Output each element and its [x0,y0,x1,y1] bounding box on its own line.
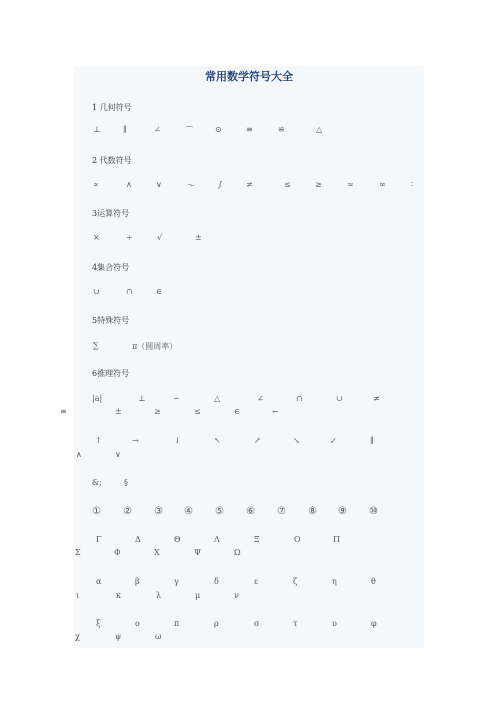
symbol: β [135,577,140,586]
symbol: ∪ [93,287,100,296]
symbol: × [93,233,100,242]
section-heading-special: 5特殊符号 [92,316,130,325]
symbol: σ [254,619,260,628]
symbol: ≡ [246,125,253,134]
symbol: Ξ [254,535,260,544]
symbol: ν [234,591,239,600]
symbol: λ [156,591,162,600]
symbol-row [74,394,424,408]
symbol-row [74,577,424,591]
symbol: ÷ [126,233,133,242]
symbol: ≌ [278,125,285,134]
symbol: ≤ [194,407,201,416]
symbol: ⑤ [215,506,224,517]
symbol: ↘ [293,436,300,445]
symbol: ⑥ [246,506,255,517]
symbol-row [74,450,424,464]
document-page [60,66,424,648]
symbol: ≠ [373,394,380,403]
symbol-row [74,632,424,646]
symbol: ∨ [156,180,162,189]
symbol: |a| [92,394,103,403]
symbol-row-special [74,341,424,355]
symbol: Λ [214,535,220,544]
symbol: △ [214,394,221,403]
symbol: ∞ [379,180,386,189]
symbol: θ [371,577,376,586]
symbol-row [74,548,424,562]
symbol: ω [155,632,162,641]
symbol: Ω [234,548,241,557]
symbol-row [74,619,424,633]
symbol: ∨ [115,450,121,459]
symbol: ② [123,506,132,517]
symbol: Δ [135,535,141,544]
symbol: ↖ [214,436,221,445]
symbol: √ [157,233,163,242]
symbol: ↓ [174,436,181,445]
symbol: α [96,577,102,586]
symbol: ∥ [123,125,127,134]
symbol: Χ [154,548,160,557]
symbol: ⑧ [308,506,317,517]
symbol: ∠ [257,394,264,403]
symbol: ≈ [347,180,354,189]
symbol: ⊥ [93,125,101,134]
symbol: γ [174,577,179,586]
symbol: ο [135,619,140,628]
symbol: ③ [154,506,163,517]
symbol: ∫ [218,180,223,189]
symbol-row-operations [74,233,424,247]
symbol: ≥ [154,407,161,416]
section-heading-geometry: 1 几何符号 [92,103,132,112]
symbol: ① [92,506,101,517]
symbol: Γ [96,535,102,544]
symbol: ∠ [154,125,161,134]
symbol: κ [116,591,121,600]
symbol: ψ [115,632,122,641]
symbol: ⊙ [215,125,222,134]
symbol: υ [332,619,337,628]
symbol: &; [92,478,102,487]
symbol: ⌒ [185,126,193,135]
symbol: ↑ [95,436,102,445]
symbol: ∈ [234,407,240,416]
symbol: ∧ [126,180,132,189]
symbol-row [74,436,424,450]
symbol: ∩ [296,394,303,403]
symbol: ± [195,233,202,242]
symbol: Π [333,535,340,544]
symbol: ≤ [284,180,291,189]
symbol: ∽ [173,394,180,403]
symbol: η [332,577,337,586]
symbol: ④ [184,506,193,517]
symbol: ∪ [336,394,343,403]
symbol: → [132,436,139,445]
symbol: ∈ [156,287,162,296]
symbol-row [74,535,424,549]
symbol: ⑦ [277,506,286,517]
symbol: ρ [214,619,219,628]
symbol: φ [371,619,377,628]
symbol: ∩ [126,287,133,296]
symbol-row-geometry [74,125,424,139]
symbol: ε [254,577,259,586]
section-heading-operations: 3运算符号 [92,209,130,218]
symbol-row [74,506,424,520]
section-heading-reasoning: 6推理符号 [92,369,130,378]
symbol: ξ [96,619,101,628]
symbol: ⑩ [369,506,378,517]
symbol: ⑨ [338,506,347,517]
symbol: ～ [187,181,195,190]
symbol: ⊥ [138,394,146,403]
symbol-row [74,478,424,492]
symbol: ≠ [246,180,253,189]
symbol-row-sets [74,287,424,301]
symbol: Σ [75,548,81,557]
symbol: δ [214,577,219,586]
symbol-row-algebra [74,180,424,194]
symbol: ι [76,591,80,600]
symbol: Φ [114,548,121,557]
symbol: χ [75,632,80,641]
symbol: π（圆周率） [132,342,178,351]
section-heading-algebra: 2 代数符号 [92,156,132,165]
symbol: ∥ [370,436,374,445]
symbol: ∶ [411,180,414,189]
symbol: ∑ [93,341,99,350]
symbol: ≥ [315,180,322,189]
symbol: ≡ [60,407,67,416]
symbol: μ [195,591,201,600]
symbol: ∝ [93,180,99,189]
symbol: Ψ [194,548,202,557]
symbol: § [124,478,128,487]
symbol: τ [293,619,298,628]
symbol-row [60,407,424,421]
symbol: ζ [293,577,298,586]
symbol: π [174,619,180,628]
section-heading-sets: 4集合符号 [92,263,130,272]
page-title: 常用数学符号大全 [205,70,293,83]
symbol: ∧ [76,450,82,459]
symbol: Θ [174,535,181,544]
symbol: ± [115,407,122,416]
symbol: △ [316,125,323,134]
symbol: Ο [294,535,301,544]
symbol-row [74,591,424,605]
symbol: ↗ [254,436,261,445]
symbol: ← [272,407,279,416]
symbol: ↙ [330,436,337,445]
